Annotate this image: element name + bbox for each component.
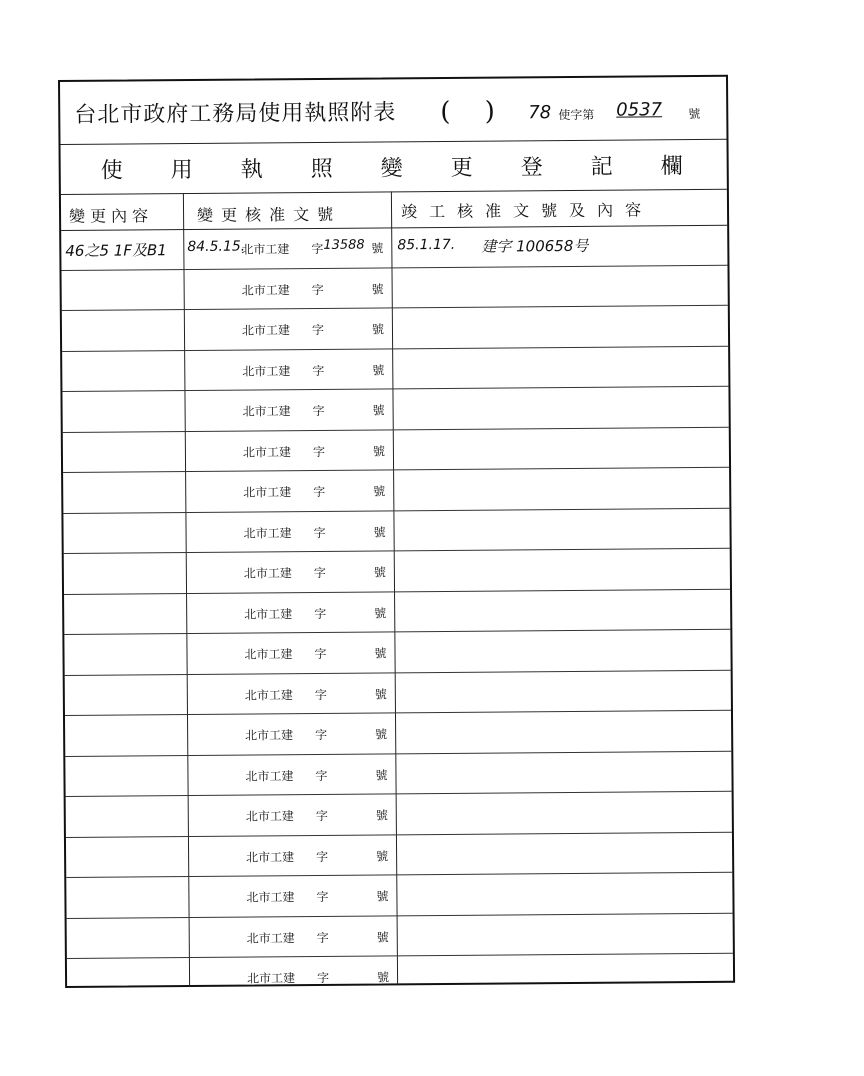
change-doc-hao: 號 — [374, 686, 387, 702]
register-rows — [61, 225, 733, 999]
change-doc-prefix: 北市工建 — [245, 768, 294, 784]
change-doc-prefix: 北市工建 — [244, 647, 293, 662]
table-row — [62, 387, 728, 433]
change-doc-prefix: 北市工建 — [244, 687, 293, 703]
change-doc-zi: 字 — [314, 646, 327, 662]
change-doc-zi: 字 — [313, 484, 326, 500]
change-doc-zi: 字 — [311, 241, 324, 257]
header-completion-approval: 竣工核准文號及內容 — [400, 200, 654, 222]
form-title: 台北市政府工務局使用執照附表 — [74, 100, 397, 128]
change-content-cell: 46之5 1F及B1 — [65, 241, 167, 260]
change-doc-hao: 號 — [372, 443, 385, 459]
change-doc-hao: 號 — [375, 727, 388, 742]
change-doc-hao: 號 — [371, 281, 384, 297]
change-doc-prefix: 北市工建 — [246, 849, 295, 865]
table-row — [63, 427, 729, 473]
change-doc-prefix: 北市工建 — [247, 971, 296, 986]
change-doc-zi: 字 — [314, 687, 327, 702]
table-row — [65, 751, 731, 797]
change-doc-prefix: 北市工建 — [241, 242, 290, 257]
table-row — [62, 346, 728, 392]
change-doc-prefix: 北市工建 — [242, 404, 291, 419]
change-doc-hao: 號 — [376, 848, 389, 864]
change-doc-hao: 號 — [373, 484, 386, 499]
change-doc-zi: 字 — [312, 444, 325, 459]
change-doc-hao: 號 — [374, 646, 387, 661]
completion-date-cell: 85.1.17. — [397, 236, 456, 254]
change-doc-hao: 號 — [375, 808, 388, 823]
change-doc-hao: 號 — [376, 929, 389, 945]
change-doc-prefix: 北市工建 — [246, 890, 295, 905]
form-title-row — [60, 77, 726, 145]
change-doc-prefix: 北市工建 — [241, 282, 290, 298]
table-row — [64, 589, 730, 635]
change-doc-hao: 號 — [377, 970, 390, 985]
change-doc-prefix: 北市工建 — [246, 930, 295, 946]
table-row — [62, 306, 728, 352]
change-doc-hao: 號 — [375, 767, 388, 783]
table-row — [66, 873, 732, 919]
permit-year: 78 — [528, 102, 552, 124]
change-doc-zi: 字 — [313, 525, 326, 540]
change-doc-zi: 字 — [317, 970, 330, 985]
change-doc-prefix: 北市工建 — [243, 566, 292, 581]
section-header-row — [61, 139, 731, 195]
table-row — [63, 468, 729, 514]
table-row — [64, 630, 730, 676]
section-title: 使用執照變更登記欄 — [100, 153, 731, 184]
table-row — [67, 954, 733, 999]
change-doc-zi: 字 — [314, 606, 327, 621]
table-row — [63, 508, 729, 554]
header-change-approval: 變更核准文號 — [196, 204, 342, 225]
change-doc-zi: 字 — [315, 768, 328, 783]
table-row — [66, 792, 732, 838]
change-doc-prefix: 北市工建 — [244, 606, 293, 622]
change-doc-hao: 號 — [372, 403, 385, 418]
change-doc-prefix: 北市工建 — [243, 485, 292, 500]
change-doc-zi: 字 — [315, 808, 328, 823]
completion-content-cell: 建字 100658号 — [481, 236, 589, 256]
change-doc-prefix: 北市工建 — [243, 525, 292, 541]
change-date-cell: 84.5.15. — [187, 238, 246, 255]
change-doc-hao: 號 — [374, 605, 387, 621]
change-doc-zi: 字 — [312, 403, 325, 419]
change-doc-hao: 號 — [373, 565, 386, 580]
header-change-content: 變更內容 — [68, 206, 154, 226]
change-doc-zi: 字 — [316, 930, 329, 945]
permit-prefix: 使字第 — [558, 107, 595, 123]
table-row — [61, 225, 727, 271]
table-row — [66, 832, 732, 878]
change-doc-hao: 號 — [373, 524, 386, 540]
table-row — [65, 670, 731, 716]
change-doc-prefix: 北市工建 — [245, 728, 294, 743]
change-doc-zi: 字 — [311, 282, 324, 297]
change-doc-prefix: 北市工建 — [242, 444, 291, 460]
change-doc-hao: 號 — [376, 889, 389, 904]
change-doc-zi: 字 — [315, 727, 328, 743]
permit-number: 0537 — [616, 99, 663, 121]
change-doc-hao: 號 — [371, 241, 384, 256]
change-doc-zi: 字 — [316, 849, 329, 864]
table-row — [64, 549, 730, 595]
change-doc-prefix: 北市工建 — [245, 809, 294, 824]
change-doc-zi: 字 — [312, 363, 325, 378]
change-doc-prefix: 北市工建 — [241, 323, 291, 338]
table-row — [61, 265, 727, 311]
change-doc-prefix: 北市工建 — [242, 363, 291, 379]
change-doc-number: 13588 — [323, 237, 365, 253]
usage-permit-form — [58, 75, 735, 988]
change-doc-hao: 號 — [372, 362, 385, 378]
title-parenthesis: ( ) — [440, 96, 495, 127]
change-doc-zi: 字 — [311, 322, 325, 338]
change-doc-zi: 字 — [316, 889, 329, 904]
change-doc-zi: 字 — [313, 565, 326, 581]
table-row — [65, 711, 731, 757]
table-row — [67, 913, 733, 959]
permit-suffix: 號 — [688, 106, 701, 122]
change-doc-hao: 號 — [371, 322, 385, 337]
